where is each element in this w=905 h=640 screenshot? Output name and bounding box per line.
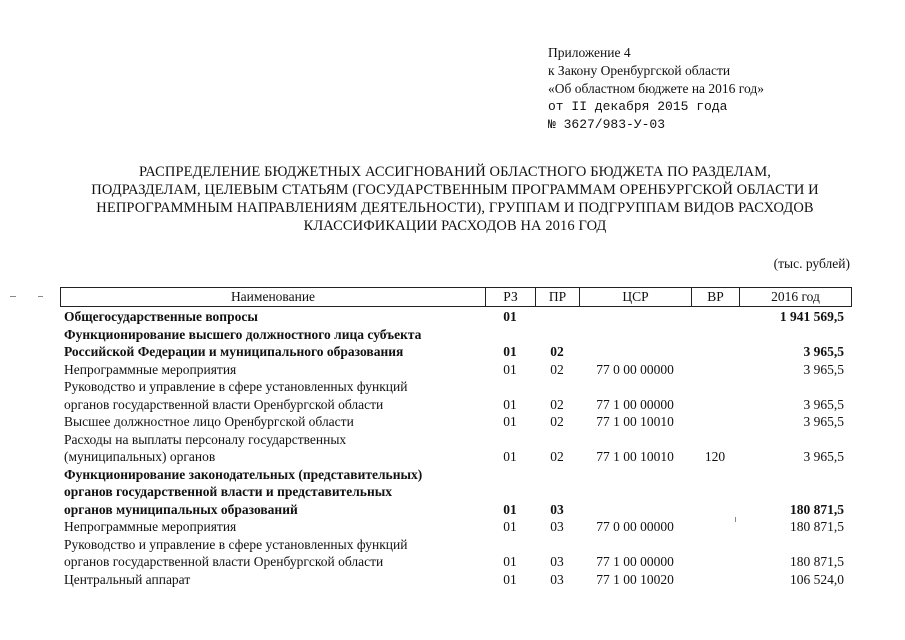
row-name-line: Руководство и управление в сфере установленных функций [64, 379, 408, 394]
table-row [60, 361, 852, 379]
row-name-line: органов государственной власти Оренбургской области [64, 554, 384, 569]
table-row [60, 536, 852, 571]
row-amount: 180 871,5 [790, 554, 844, 569]
document-title-line: КЛАССИФИКАЦИИ РАСХОДОВ НА 2016 ГОД [303, 218, 607, 234]
header-csr: ЦСР [580, 288, 692, 306]
table-row [60, 518, 852, 536]
row-name-line: органов муниципальных образований [64, 501, 298, 517]
row-pr: 02 [550, 361, 564, 377]
row-pr: 02 [550, 449, 564, 464]
row-name-line: Функционирование высшего должностного лица субъекта [64, 326, 422, 342]
row-name [60, 571, 485, 589]
row-pr: 02 [550, 414, 564, 429]
header-year: 2016 год [771, 289, 820, 304]
table-row [60, 308, 852, 326]
header-name: Наименование [61, 288, 486, 306]
row-pr: 02 [550, 344, 564, 359]
row-pr: 03 [550, 501, 564, 517]
row-name [60, 466, 485, 519]
row-rz: 01 [503, 554, 517, 569]
row-name-line: Высшее должностное лицо Оренбургской области [64, 414, 354, 429]
row-name-line: Непрограммные мероприятия [64, 519, 237, 534]
row-name [60, 431, 485, 466]
row-rz: 01 [503, 414, 517, 429]
row-name-line: (муниципальных) органов [64, 449, 216, 464]
row-amount: 180 871,5 [790, 519, 844, 534]
table-row [60, 431, 852, 466]
row-name-line: органов государственной власти и представительных [64, 484, 393, 499]
row-csr: 77 0 00 00000 [596, 519, 674, 534]
row-csr: 77 1 00 10010 [596, 414, 674, 429]
row-pr: 03 [550, 519, 564, 534]
row-rz: 01 [503, 501, 517, 517]
row-name [60, 413, 485, 431]
document-title-line: РАСПРЕДЕЛЕНИЕ БЮДЖЕТНЫХ АССИГНОВАНИЙ ОБЛАСТНОГО БЮДЖЕТА ПО РАЗДЕЛАМ, [139, 164, 771, 180]
row-pr: 03 [550, 554, 564, 569]
appendix-law-number: № 3627/983-У-03 [548, 117, 666, 132]
row-rz: 01 [503, 449, 517, 464]
row-amount: 106 524,0 [790, 571, 844, 587]
row-name-line: Центральный аппарат [64, 571, 191, 587]
row-rz: 01 [503, 344, 517, 359]
document-title [60, 163, 850, 235]
row-name-line: Руководство и управление в сфере установленных функций [64, 536, 408, 552]
scan-mark [735, 517, 736, 522]
row-rz: 01 [503, 309, 517, 324]
row-csr: 77 1 00 10020 [596, 571, 674, 587]
table-row [60, 571, 852, 589]
header-vr: ВР [692, 288, 740, 306]
units-label: (тыс. рублей) [773, 256, 850, 271]
row-amount: 3 965,5 [803, 449, 844, 464]
row-amount: 3 965,5 [803, 344, 844, 359]
row-rz: 01 [503, 361, 517, 377]
row-rz: 01 [503, 519, 517, 534]
appendix-law-title: «Об областном бюджете на 2016 год» [548, 81, 764, 96]
document-title-line: ПОДРАЗДЕЛАМ, ЦЕЛЕВЫМ СТАТЬЯМ (ГОСУДАРСТВЕННЫМ ПРОГРАММАМ ОРЕНБУРГСКОЙ ОБЛАСТИ И [91, 182, 819, 198]
table-row [60, 413, 852, 431]
row-csr: 77 1 00 00000 [596, 554, 674, 569]
appendix-date: от II декабря 2015 года [548, 99, 728, 114]
row-rz: 01 [503, 571, 517, 587]
table-body [60, 308, 852, 588]
scan-mark [38, 296, 43, 297]
row-name [60, 361, 485, 379]
row-pr: 03 [550, 571, 564, 587]
document-title-line: НЕПРОГРАММНЫМ НАПРАВЛЕНИЯМ ДЕЯТЕЛЬНОСТИ), ГРУППАМ И ПОДГРУППАМ ВИДОВ РАСХОДОВ [96, 200, 814, 216]
row-pr: 02 [550, 396, 564, 412]
table-row [60, 466, 852, 519]
row-name [60, 518, 485, 536]
row-name-line: Непрограммные мероприятия [64, 361, 237, 377]
appendix-law-reference: к Закону Оренбургской области [548, 63, 731, 78]
header-pr: ПР [536, 288, 580, 306]
row-name-line: органов государственной власти Оренбургской области [64, 396, 384, 412]
row-vr: 120 [704, 449, 726, 464]
table-row [60, 378, 852, 413]
row-csr: 77 1 00 10010 [596, 449, 674, 464]
row-rz: 01 [503, 396, 517, 412]
row-name [60, 326, 485, 361]
header-rz: РЗ [486, 288, 536, 306]
row-name-line: Российской Федерации и муниципального образования [64, 344, 404, 359]
row-amount: 3 965,5 [803, 414, 844, 429]
table-row [60, 326, 852, 361]
row-name-line: Расходы на выплаты персоналу государственных [64, 431, 347, 447]
row-amount: 1 941 569,5 [779, 309, 844, 324]
row-name-line: Функционирование законодательных (представительных) [64, 466, 423, 482]
row-amount: 3 965,5 [803, 361, 844, 377]
row-csr: 77 0 00 00000 [596, 361, 674, 377]
row-name [60, 536, 485, 571]
row-amount: 180 871,5 [790, 501, 844, 517]
appendix-number: Приложение 4 [548, 45, 631, 60]
appendix-header [548, 44, 888, 134]
row-name [60, 378, 485, 413]
row-name-line: Общегосударственные вопросы [64, 309, 258, 324]
row-name [60, 308, 485, 326]
table-header [60, 287, 852, 307]
scan-mark [10, 296, 16, 297]
row-amount: 3 965,5 [803, 396, 844, 412]
row-csr: 77 1 00 00000 [596, 396, 674, 412]
